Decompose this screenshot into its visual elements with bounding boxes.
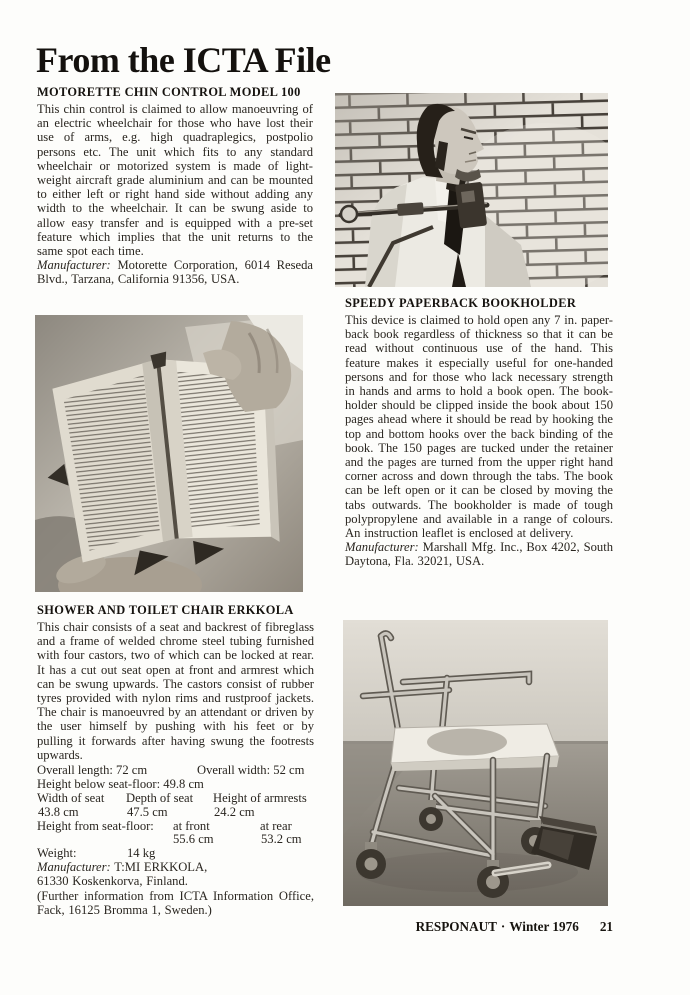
spec-at-front-label: at front [173,818,210,833]
manufacturer-line-bookholder [345,540,613,568]
article-heading-motorette: MOTORETTE CHIN CONTROL MODEL 100 [37,85,301,99]
spec-row-height-values [37,832,314,846]
spec-depth-of-seat-value: 47.5 cm [127,804,168,819]
page-footer [345,919,613,935]
spec-weight-label: Weight: [37,846,77,861]
manufacturer-label: Manufacturer: [37,258,111,273]
spec-height-from-label: Height from seat-floor: [37,818,154,833]
spec-table [37,763,314,860]
spec-row-weight [37,846,314,860]
issue-date: Winter 1976 [509,919,579,934]
spec-weight-value: 14 kg [127,846,156,861]
article-body-motorette: This chin control is claimed to allow manoeuvring of an electric wheelchair for those who have lost their use of arms, e.g. high quadraplegics, postpolio persons etc. The unit which fits to any standard wheelchair or motorized system is made of light-weight aircraft grade aluminium and can be mounted to either left or right hand side without adding any width to the wheelchair. It can be swung aside to allow easy transfer and is equipped with a pre-set feature which implies that the unit returns to the same spot each time. [37,102,313,259]
spec-row-height-below [37,777,314,791]
bookholder-photo-art [35,315,303,592]
article-shower-chair [37,604,314,917]
manufacturer-line-shower-chair [37,860,314,874]
page-number: 21 [599,919,613,934]
spec-width-of-seat-label: Width of seat [37,790,105,805]
manufacturer-address: 61330 Koskenkorva, Finland. [37,874,188,889]
article-body-shower-chair: This chair consists of a seat and backrest of fibreglass and a frame of welded chrome steel tubing furnished with four castors, two of which can be locked at rear. It has a cut out seat open at front and armrest which can be swung upwards. The castors consist of rubber tyres provided with nylon rims and rustproof jackets. The chair is manoeuvred by an attendant or driven by the user himself by pushing with his feet or by pulling it forwards after having swung the footrests upwards. [37,620,314,762]
spec-armrest-height-value: 24.2 cm [214,804,255,819]
journal-name: RESPONAUT [415,919,497,934]
shower-chair-photo [343,620,608,906]
article-heading-shower-chair: SHOWER AND TOILET CHAIR ERKKOLA [37,603,294,617]
spec-at-rear-label: at rear [260,818,292,833]
manufacturer-value: Marshall Mfg. Inc., Box 4202, South Daytona, Fla. 32021, USA. [345,540,613,569]
spec-overall-length: Overall length: 72 cm [37,763,148,778]
article-body-bookholder: This device is claimed to hold open any 7 in. paper-back book regardless of thickness so that it can be read without continuous use of the hand. This feature makes it especially useful for one-handed persons and for those who lack necessary strength in hands and arms to hold a book open. The book-holder should be clipped inside the book about 150 pages ahead where it should be read by hooking the top and bottom hooks over the back binding of the book. The 150 pages are tucked under the retainer and the pages are turned from the upper right hand corner across and down through the tabs. The book can be left open or it can be closed by moving the tabs outwards. The bookholder is made of tough polypropylene and available in a range of colours. An instruction leaflet is enclosed at delivery. [345,313,613,541]
spec-row-height-from [37,819,314,833]
page-title: From the ICTA File [36,40,331,80]
chin-control-photo [335,93,608,287]
spec-depth-of-seat-label: Depth of seat [126,790,194,805]
spec-at-rear-value: 53.2 cm [261,832,302,847]
bookholder-photo [35,315,303,592]
spec-overall-width: Overall width: 52 cm [197,763,305,778]
manufacturer-line-motorette [37,258,313,286]
shower-chair-photo-art [343,620,608,906]
manufacturer-label: Manufacturer: [345,540,419,555]
further-info: (Further information from ICTA Information Office, Fack, 16125 Bromma 1, Sweden.) [37,888,314,917]
spec-at-front-value: 55.6 cm [173,832,214,847]
spec-height-below: Height below seat-floor: 49.8 cm [37,776,204,791]
spec-row-overall [37,763,314,777]
article-heading-bookholder: SPEEDY PAPERBACK BOOKHOLDER [345,296,577,310]
chin-control-photo-art [335,93,608,287]
manufacturer-label: Manufacturer: [37,860,111,875]
manufacturer-value: Motorette Corporation, 6014 Reseda Blvd., Tarzana, California 91356, USA. [37,258,313,287]
spec-width-of-seat-value: 43.8 cm [38,804,79,819]
article-motorette [37,86,313,287]
spec-armrest-height-label: Height of armrests [213,790,307,805]
spec-row-seat-headers [37,791,314,805]
footer-separator: · [500,919,506,934]
manufacturer-value: T:MI ERKKOLA, [114,860,208,875]
spec-row-seat-values [37,805,314,819]
article-bookholder [345,297,613,569]
